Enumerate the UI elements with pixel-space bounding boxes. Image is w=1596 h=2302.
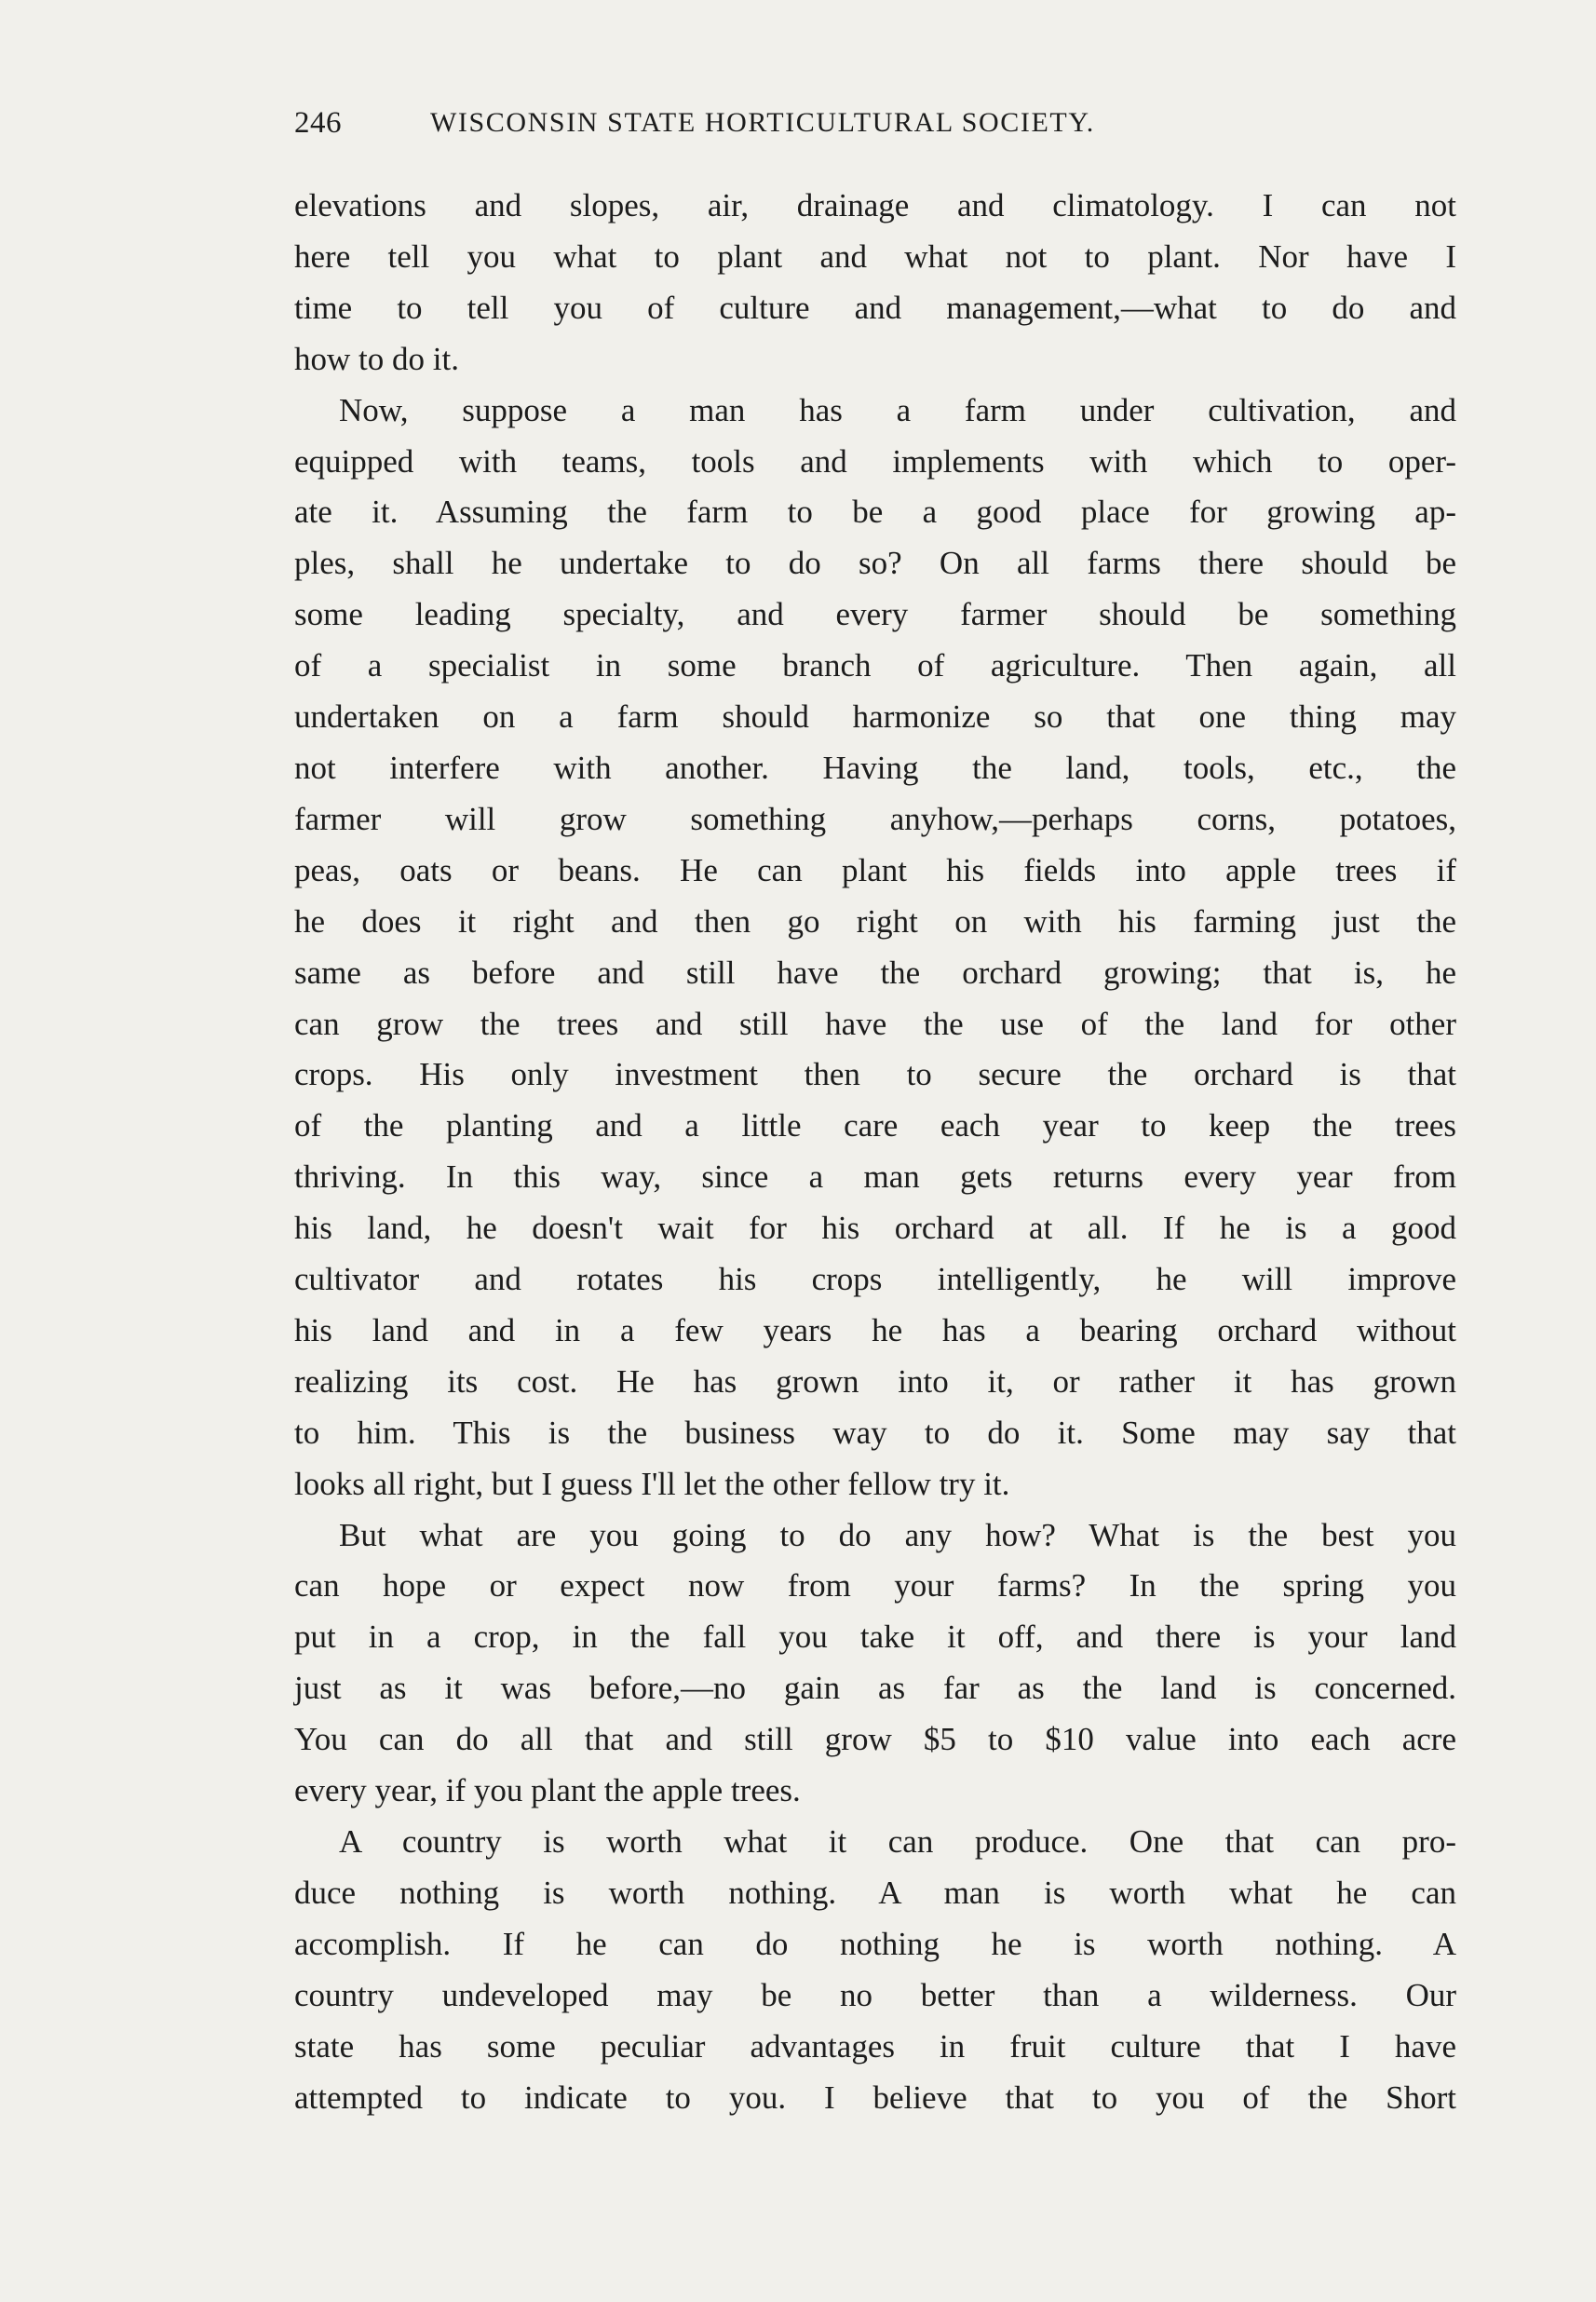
- paragraph: [294, 1817, 1456, 2123]
- text-line: realizing its cost. He has grown into it, or rather it has grown: [294, 1362, 1456, 1400]
- text-line: can grow the trees and still have the use of the land for other: [294, 1005, 1456, 1042]
- text-line: Now, suppose a man has a farm under cultivation, and: [339, 391, 1456, 428]
- text-line: time to tell you of culture and management,—what to do and: [294, 289, 1456, 326]
- text-line: attempted to indicate to you. I believe that to you of the Short: [294, 2079, 1456, 2116]
- paragraph: [294, 386, 1456, 1510]
- text-line: elevations and slopes, air, drainage and climatology. I can not: [294, 187, 1456, 223]
- text-line: of the planting and a little care each year to keep the trees: [294, 1107, 1456, 1144]
- text-line: of a specialist in some branch of agriculture. Then again, all: [294, 647, 1456, 684]
- running-head: [294, 97, 1456, 149]
- text-line: crops. His only investment then to secure the orchard is that: [294, 1056, 1456, 1093]
- text-line: can hope or expect now from your farms? In the spring you: [294, 1567, 1456, 1605]
- running-title: WISCONSIN STATE HORTICULTURAL SOCIETY.: [430, 107, 1095, 138]
- text-line: farmer will grow something anyhow,—perhaps corns, potatoes,: [294, 800, 1456, 837]
- text-line: just as it was before,—no gain as far as the land is concerned.: [294, 1670, 1456, 1707]
- text-line: ples, shall he undertake to do so? On all farms there should be: [294, 545, 1456, 582]
- text-line: his land and in a few years he has a bearing orchard without: [294, 1311, 1456, 1348]
- text-line: country undeveloped may be no better than a wilderness. Our: [294, 1976, 1456, 2013]
- text-line: equipped with teams, tools and implements with which to oper-: [294, 442, 1456, 480]
- text-line: to him. This is the business way to do it. Some may say that: [294, 1414, 1456, 1451]
- text-line: thriving. In this way, since a man gets returns every year from: [294, 1158, 1456, 1196]
- page-number: 246: [294, 106, 342, 140]
- text-line: looks all right, but I guess I'll let the other fellow try it.: [294, 1465, 1010, 1502]
- paragraph: [294, 1510, 1456, 1817]
- text-line: A country is worth what it can produce. One that can pro-: [339, 1823, 1456, 1860]
- text-line: But what are you going to do any how? What is the best you: [339, 1516, 1456, 1553]
- text-line: how to do it.: [294, 340, 459, 377]
- text-line: ate it. Assuming the farm to be a good place for growing ap-: [294, 494, 1456, 531]
- text-line: undertaken on a farm should harmonize so that one thing may: [294, 698, 1456, 736]
- text-line: put in a crop, in the fall you take it off, and there is your land: [294, 1618, 1456, 1656]
- text-line: peas, oats or beans. He can plant his fields into apple trees if: [294, 851, 1456, 888]
- paragraph: [294, 181, 1456, 386]
- text-line: he does it right and then go right on with his farming just the: [294, 902, 1456, 940]
- book-page: [294, 97, 1456, 2123]
- text-line: his land, he doesn't wait for his orchard at all. If he is a good: [294, 1210, 1456, 1247]
- text-line: duce nothing is worth nothing. A man is worth what he can: [294, 1874, 1456, 1911]
- text-line: not interfere with another. Having the land, tools, etc., the: [294, 749, 1456, 786]
- text-line: accomplish. If he can do nothing he is worth nothing. A: [294, 1925, 1456, 1962]
- text-line: here tell you what to plant and what not to plant. Nor have I: [294, 237, 1456, 275]
- text-line: some leading specialty, and every farmer should be something: [294, 596, 1456, 633]
- body-text: [294, 181, 1456, 2123]
- text-line: every year, if you plant the apple trees.: [294, 1772, 801, 1809]
- text-line: You can do all that and still grow $5 to $10 value into each acre: [294, 1721, 1456, 1758]
- text-line: state has some peculiar advantages in fruit culture that I have: [294, 2027, 1456, 2065]
- text-line: cultivator and rotates his crops intelligently, he will improve: [294, 1261, 1456, 1298]
- text-line: same as before and still have the orchard growing; that is, he: [294, 954, 1456, 991]
